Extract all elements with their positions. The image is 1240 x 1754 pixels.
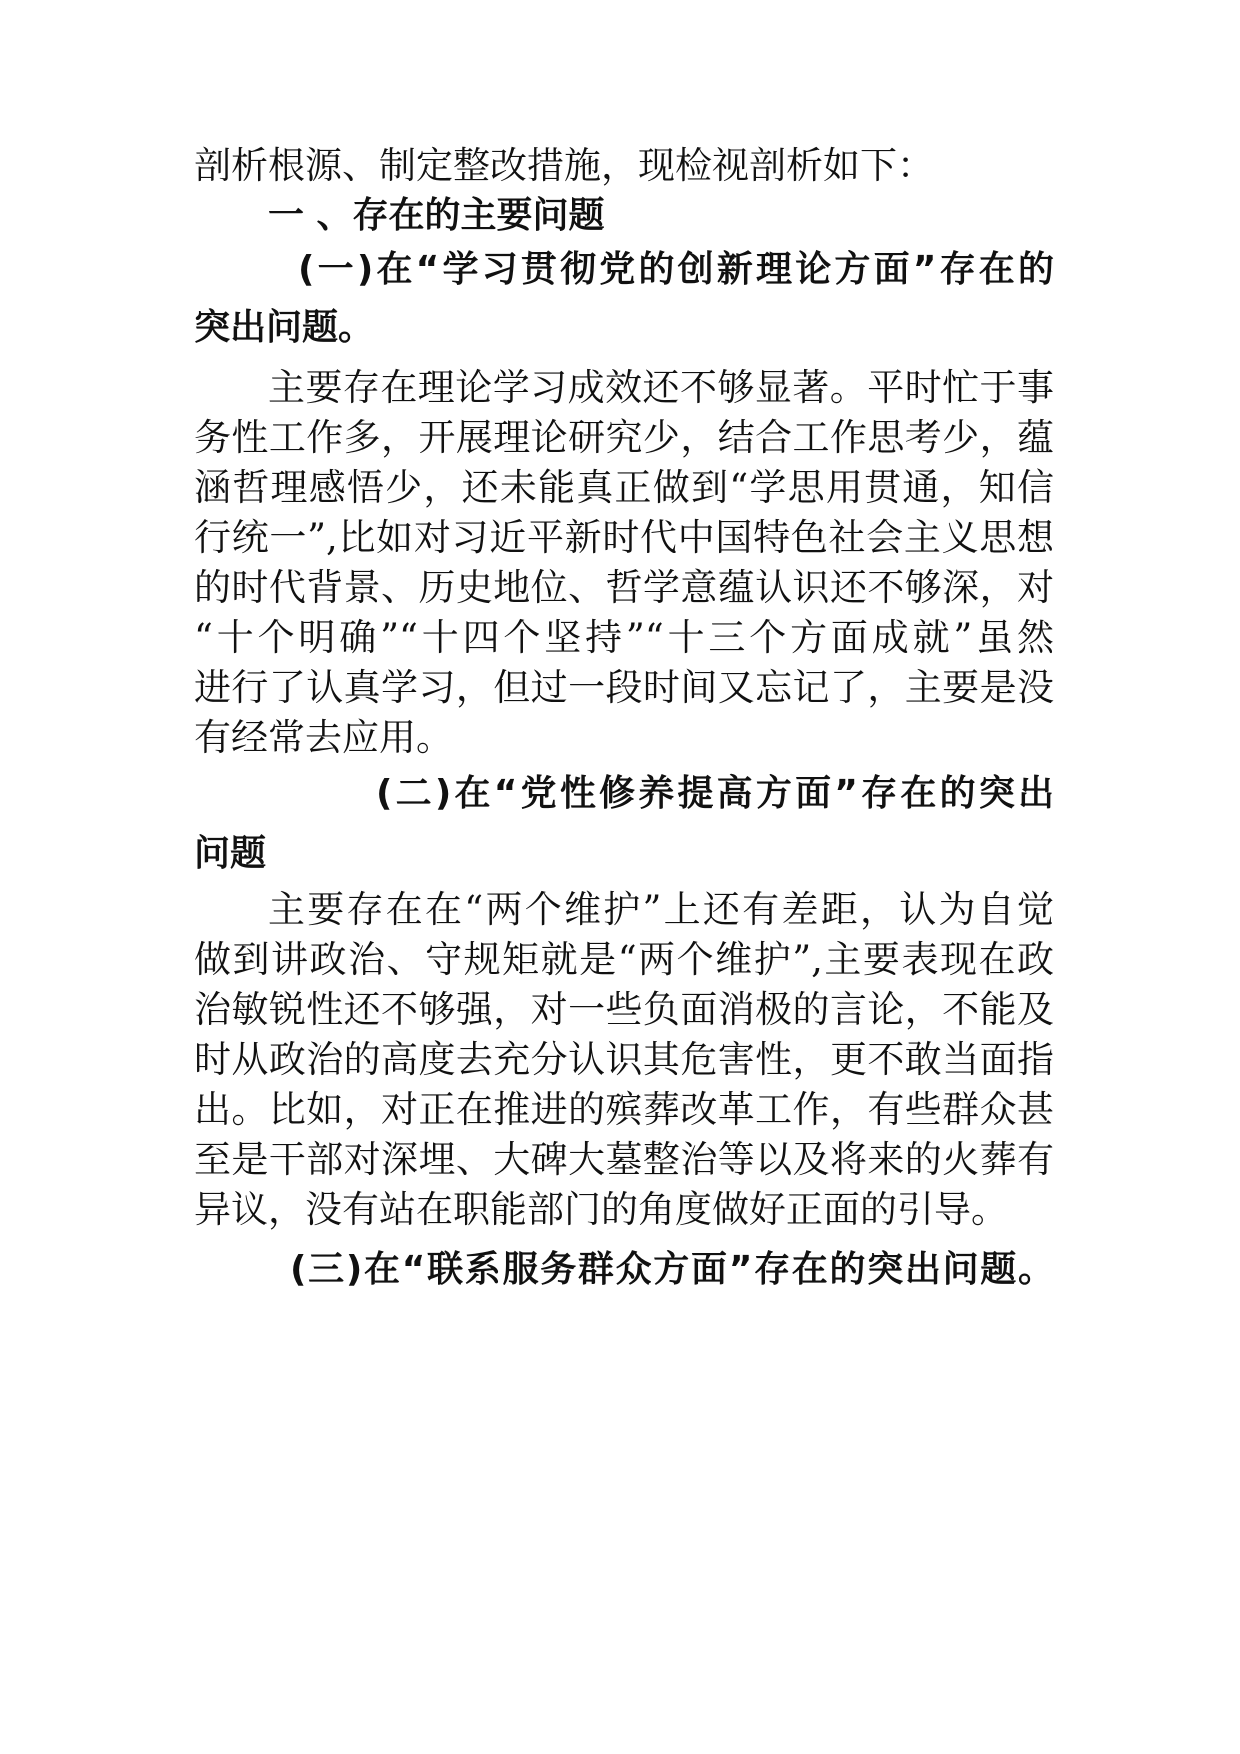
paragraph-2-line: 至是干部对深埋、大碑大墓整治等以及将来的火葬有 (194, 1138, 1054, 1181)
subsection-2-heading-line-2: 问题 (194, 833, 267, 874)
paragraph-2-line: 治敏锐性还不够强，对一些负面消极的言论，不能及 (194, 988, 1054, 1031)
paragraph-2-line: 出。比如，对正在推进的殡葬改革工作，有些群众甚 (194, 1088, 1054, 1131)
subsection-2-heading-line-1: (二)在“党性修养提高方面”存在的突出 (376, 773, 1054, 814)
paragraph-1-line: “十个明确”“十四个坚持”“十三个方面成就”虽然 (194, 616, 1054, 659)
subsection-1-heading-line-2: 突出问题。 (194, 307, 375, 348)
paragraph-2-line: 时从政治的高度去充分认识其危害性，更不敢当面指 (194, 1038, 1054, 1081)
paragraph-2-line: 做到讲政治、守规矩就是“两个维护”,主要表现在政 (194, 938, 1054, 981)
subsection-3-heading: (三)在“联系服务群众方面”存在的突出问题。 (290, 1249, 1054, 1290)
section-heading: 一 、存在的主要问题 (268, 195, 605, 236)
paragraph-2-line: 主要存在在“两个维护”上还有差距，认为自觉 (268, 888, 1054, 931)
paragraph-1-line: 进行了认真学习，但过一段时间又忘记了，主要是没 (194, 666, 1054, 709)
paragraph-2-line: 异议，没有站在职能部门的角度做好正面的引导。 (194, 1188, 1008, 1231)
intro-text: 剖析根源、制定整改措施，现检视剖析如下： (194, 144, 934, 187)
paragraph-1-line: 主要存在理论学习成效还不够显著。平时忙于事 (268, 366, 1054, 409)
subsection-1-heading-line-1: (一)在“学习贯彻党的创新理论方面”存在的 (298, 249, 1054, 290)
paragraph-1-line: 的时代背景、历史地位、哲学意蕴认识还不够深，对 (194, 566, 1054, 609)
paragraph-1-line: 涵哲理感悟少，还未能真正做到“学思用贯通，知信 (194, 466, 1054, 509)
paragraph-1-line: 行统一”,比如对习近平新时代中国特色社会主义思想 (194, 516, 1054, 559)
paragraph-1-line: 有经常去应用。 (194, 716, 453, 759)
paragraph-1-line: 务性工作多，开展理论研究少，结合工作思考少，蕴 (194, 416, 1054, 459)
